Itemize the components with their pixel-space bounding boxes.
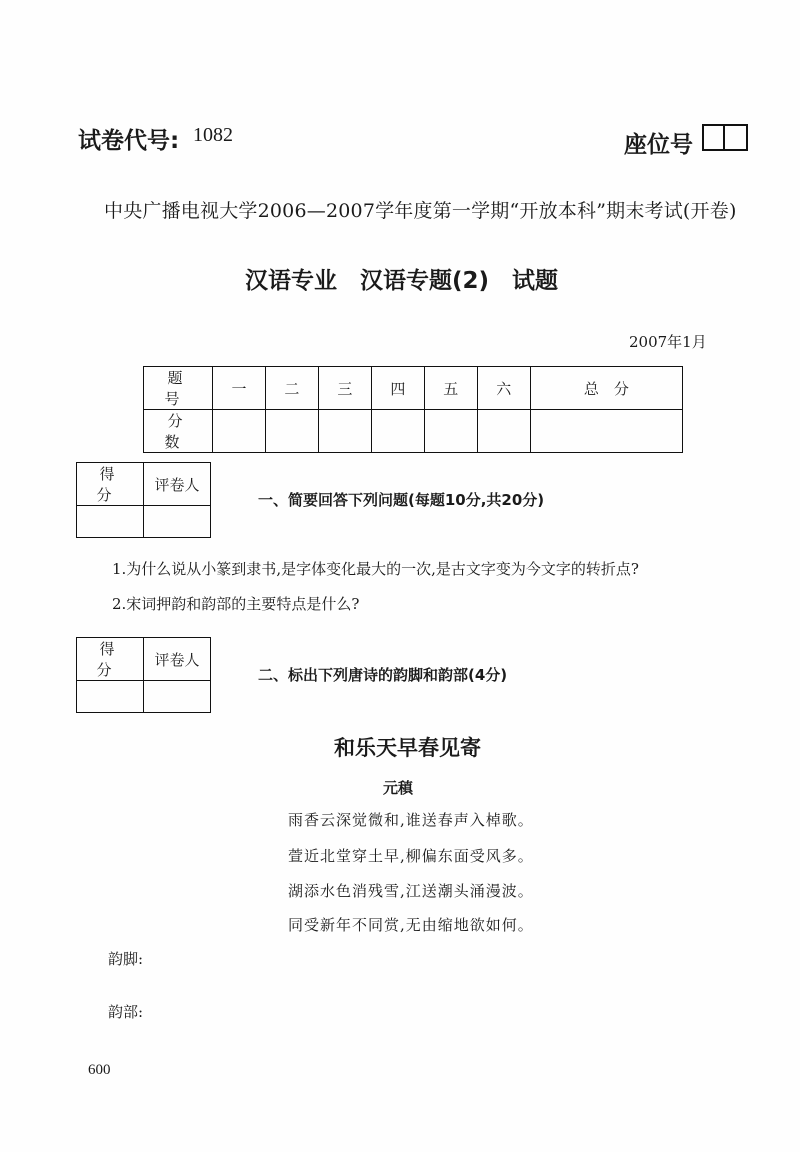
score-cell[interactable] — [424, 410, 477, 453]
seat-number-label: 座位号 — [624, 132, 693, 158]
poem-line: 湖添水色消残雪,江送潮头涌漫波。 — [288, 882, 534, 900]
score-cell[interactable] — [371, 410, 424, 453]
column-header: 一 — [213, 367, 266, 410]
section-heading: 一、简要回答下列问题(每题10分,共20分) — [258, 491, 545, 509]
score-cell[interactable] — [477, 410, 530, 453]
score-table — [143, 366, 683, 453]
score-cell[interactable] — [265, 410, 318, 453]
poem-title: 和乐天早春见寄 — [334, 736, 481, 760]
question-2: 2.宋词押韵和韵部的主要特点是什么? — [112, 595, 360, 613]
rhyme-group-label: 韵部: — [108, 1003, 144, 1021]
exam-subtitle: 中央广播电视大学2006—2007学年度第一学期“开放本科”期末考试(开卷) — [104, 200, 737, 222]
paper-code: 1082 — [193, 124, 233, 146]
page-number: 600 — [88, 1062, 111, 1078]
column-header: 二 — [265, 367, 318, 410]
column-header-total: 总 分 — [530, 367, 682, 410]
exam-title: 汉语专业 汉语专题(2) 试题 — [245, 268, 559, 294]
row-label-question-number: 题 号 — [144, 367, 213, 410]
score-cell-total[interactable] — [530, 410, 682, 453]
score-label: 得 分 — [77, 638, 144, 681]
column-header: 六 — [477, 367, 530, 410]
score-label: 得 分 — [77, 463, 144, 506]
score-cell[interactable] — [77, 506, 144, 538]
table-row — [144, 410, 683, 453]
column-header: 四 — [371, 367, 424, 410]
score-cell[interactable] — [318, 410, 371, 453]
seat-box[interactable] — [702, 124, 725, 151]
poem-line: 同受新年不同赏,无由缩地欲如何。 — [288, 916, 534, 934]
question-1: 1.为什么说从小篆到隶书,是字体变化最大的一次,是古文字变为今文字的转折点? — [112, 560, 639, 578]
poem-author: 元稹 — [383, 779, 414, 797]
grader-box — [76, 637, 211, 713]
seat-box[interactable] — [725, 124, 748, 151]
paper-code-label: 试卷代号: — [78, 128, 180, 154]
table-row — [144, 367, 683, 410]
grader-box — [76, 462, 211, 538]
reviewer-cell[interactable] — [144, 681, 211, 713]
rhyme-foot-label: 韵脚: — [108, 950, 144, 968]
exam-date: 2007年1月 — [629, 333, 707, 351]
score-cell[interactable] — [77, 681, 144, 713]
section-heading: 二、标出下列唐诗的韵脚和韵部(4分) — [258, 666, 508, 684]
poem-line: 雨香云深觉微和,谁送春声入棹歌。 — [288, 811, 534, 829]
seat-number-boxes[interactable] — [702, 124, 748, 151]
reviewer-cell[interactable] — [144, 506, 211, 538]
reviewer-label: 评卷人 — [144, 638, 211, 681]
column-header: 五 — [424, 367, 477, 410]
poem-line: 萱近北堂穿土早,柳偏东面受风多。 — [288, 847, 534, 865]
reviewer-label: 评卷人 — [144, 463, 211, 506]
row-label-score: 分 数 — [144, 410, 213, 453]
column-header: 三 — [318, 367, 371, 410]
